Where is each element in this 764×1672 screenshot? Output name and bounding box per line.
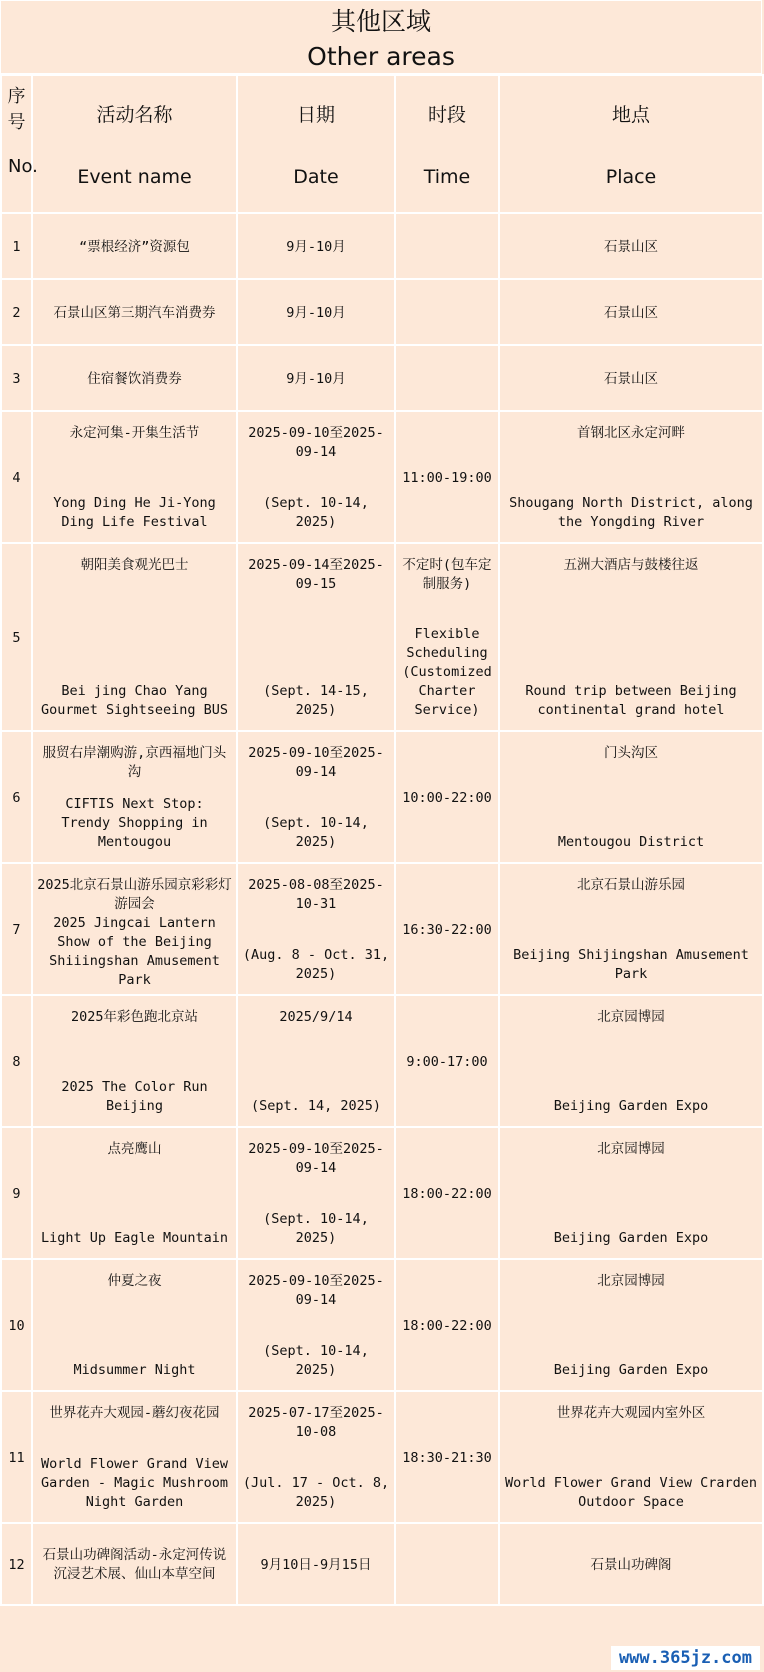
cell-date-en: (Sept. 10-14, 2025)	[263, 1211, 369, 1246]
cell-date-zh: 2025-07-17至2025-10-08	[248, 1405, 384, 1440]
cell-place-zh: 北京园博园	[597, 1009, 665, 1025]
cell-time	[395, 995, 499, 1127]
table-row	[1, 345, 763, 411]
cell-time	[395, 731, 499, 863]
cell-date-zh: 2025-09-10至2025-09-14	[248, 745, 384, 780]
table-row	[1, 279, 763, 345]
cell-no	[1, 345, 32, 411]
cell-no	[1, 995, 32, 1127]
cell-place-en: Beijing Garden Expo	[553, 1098, 709, 1114]
cell-date-en: (Sept. 14, 2025)	[250, 1098, 382, 1114]
cell-time-zh: 11:00-19:00	[402, 469, 492, 486]
cell-place	[499, 345, 763, 411]
cell-event-zh: 住宿餐饮消费券	[87, 370, 182, 387]
cell-date	[237, 1523, 395, 1605]
cell-time	[395, 543, 499, 731]
cell-place	[499, 731, 763, 863]
cell-event-zh: 世界花卉大观园-蘑幻夜花园	[49, 1405, 220, 1421]
cell-time-zh: 18:00-22:00	[402, 1317, 492, 1334]
cell-no: 2	[12, 304, 21, 321]
cell-no	[1, 1259, 32, 1391]
cell-event-zh: 服贸右岸潮购游,京西福地门头沟	[42, 745, 227, 780]
cell-event	[32, 213, 237, 279]
cell-time	[395, 411, 499, 543]
watermark: www.365jz.com	[611, 1646, 760, 1670]
header-no-zh: 序号	[7, 86, 26, 133]
cell-place-zh: 首钢北区永定河畔	[577, 425, 685, 441]
cell-no: 11	[8, 1449, 25, 1466]
header-place	[499, 75, 763, 213]
cell-no: 8	[12, 1053, 21, 1070]
cell-place	[499, 543, 763, 731]
sheet-title-en: Other areas	[307, 42, 455, 71]
cell-event	[32, 863, 237, 995]
cell-time-zh: 9:00-17:00	[406, 1053, 488, 1070]
sheet-title	[0, 0, 762, 74]
header-event	[32, 75, 237, 213]
cell-date	[237, 1127, 395, 1259]
cell-place-zh: 北京园博园	[597, 1273, 665, 1289]
cell-date-zh: 2025-09-10至2025-09-14	[248, 425, 384, 460]
cell-date-zh: 9月-10月	[286, 370, 346, 387]
cell-place-en: Beijing Shijingshan Amusement Park	[513, 947, 749, 982]
cell-no: 7	[12, 921, 21, 938]
header-time-en: Time	[423, 166, 471, 188]
cell-event	[32, 1523, 237, 1605]
cell-place-zh: 世界花卉大观园内室外区	[556, 1405, 706, 1421]
cell-place	[499, 1127, 763, 1259]
cell-no: 3	[12, 370, 21, 387]
cell-time-en: Flexible Scheduling (Customized Charter Service)	[402, 626, 492, 718]
cell-event-zh: 朝阳美食观光巴士	[80, 557, 189, 573]
cell-date-en: (Sept. 10-14, 2025)	[263, 815, 369, 850]
cell-time-zh: 18:30-21:30	[402, 1449, 492, 1466]
cell-place	[499, 1523, 763, 1605]
cell-place	[499, 1259, 763, 1391]
header-date-en: Date	[293, 166, 339, 188]
cell-date-en: (Sept. 10-14, 2025)	[263, 1343, 369, 1378]
table-row	[1, 1391, 763, 1523]
cell-no	[1, 863, 32, 995]
cell-time	[395, 1259, 499, 1391]
cell-date-zh: 9月-10月	[286, 238, 346, 255]
cell-date-en: (Aug. 8 - Oct. 31, 2025)	[242, 947, 390, 982]
cell-date	[237, 213, 395, 279]
cell-place-en: Round trip between Beijing continental grand hotel	[525, 683, 737, 718]
cell-place	[499, 1391, 763, 1523]
cell-place-zh: 石景山区	[604, 238, 658, 255]
cell-place	[499, 863, 763, 995]
cell-date-zh: 2025-08-08至2025-10-31	[248, 877, 384, 912]
cell-event-en: 2025 Jingcai Lantern Show of the Beijing Shiiingshan Amusement Park	[49, 915, 220, 988]
cell-place-zh: 石景山区	[604, 370, 658, 387]
cell-place-zh: 北京石景山游乐园	[577, 877, 685, 893]
cell-event-zh: 石景山区第三期汽车消费券	[53, 304, 216, 321]
header-date	[237, 75, 395, 213]
cell-no: 1	[12, 238, 21, 255]
cell-event-en: Yong Ding He Ji-Yong Ding Life Festival	[53, 495, 216, 530]
cell-event	[32, 995, 237, 1127]
header-no	[1, 75, 38, 213]
cell-time-zh: 18:00-22:00	[402, 1185, 492, 1202]
cell-date-zh: 2025-09-10至2025-09-14	[248, 1273, 384, 1308]
cell-no	[1, 213, 32, 279]
cell-event	[32, 345, 237, 411]
cell-event-en: CIFTIS Next Stop: Trendy Shopping in Mentougou	[61, 796, 208, 850]
cell-event-en: Light Up Eagle Mountain	[41, 1230, 228, 1246]
cell-no: 12	[8, 1556, 25, 1573]
cell-event-zh: 石景山功碑阁活动-永定河传说沉浸艺术展、仙山本草空间	[42, 1547, 227, 1582]
table-row	[1, 543, 763, 731]
cell-date-zh: 2025-09-14至2025-09-15	[248, 557, 384, 592]
cell-time	[395, 213, 499, 279]
cell-event	[32, 411, 237, 543]
cell-date-zh: 2025/9/14	[279, 1009, 353, 1025]
cell-time	[395, 345, 499, 411]
cell-no	[1, 1391, 32, 1523]
cell-event	[32, 279, 237, 345]
cell-event-zh: 永定河集-开集生活节	[69, 425, 200, 441]
cell-no: 6	[12, 789, 21, 806]
cell-date	[237, 863, 395, 995]
cell-place-zh: 北京园博园	[597, 1141, 665, 1157]
header-event-zh: 活动名称	[96, 104, 173, 126]
cell-event-en: Bei jing Chao Yang Gourmet Sightseeing BUS	[41, 683, 228, 718]
cell-no	[1, 1127, 32, 1259]
cell-date	[237, 543, 395, 731]
cell-date	[237, 345, 395, 411]
cell-time-zh: 10:00-22:00	[402, 789, 492, 806]
cell-date-zh: 2025-09-10至2025-09-14	[248, 1141, 384, 1176]
cell-event-en: 2025 The Color Run Beijing	[61, 1079, 208, 1114]
cell-event-zh: 2025北京石景山游乐园京彩彩灯游园会	[37, 877, 232, 912]
header-date-zh: 日期	[296, 104, 335, 126]
cell-event	[32, 543, 237, 731]
cell-place	[499, 279, 763, 345]
cell-no	[1, 411, 32, 543]
header-place-en: Place	[605, 166, 657, 188]
cell-place-zh: 石景山功碑阁	[590, 1556, 672, 1573]
table-row	[1, 1127, 763, 1259]
cell-event-en: World Flower Grand View Garden - Magic Mushroom Night Garden	[41, 1456, 228, 1510]
cell-event-en: Midsummer Night	[73, 1362, 196, 1378]
cell-event	[32, 1391, 237, 1523]
cell-no: 10	[8, 1317, 25, 1334]
cell-event	[32, 731, 237, 863]
cell-date	[237, 1259, 395, 1391]
cell-place-en: Beijing Garden Expo	[553, 1230, 709, 1246]
table-row	[1, 1523, 763, 1605]
cell-event-zh: 仲夏之夜	[107, 1273, 162, 1289]
header-place-zh: 地点	[611, 104, 650, 126]
cell-place-zh: 石景山区	[604, 304, 658, 321]
header-time	[395, 75, 499, 213]
cell-place-en: Shougang North District, along the Yongding River	[509, 495, 753, 530]
cell-date-en: (Sept. 10-14, 2025)	[263, 495, 369, 530]
cell-date	[237, 731, 395, 863]
cell-place	[499, 995, 763, 1127]
cell-no: 4	[12, 469, 21, 486]
header-row	[1, 75, 763, 213]
cell-place-en: Beijing Garden Expo	[553, 1362, 709, 1378]
table-row	[1, 213, 763, 279]
table-row	[1, 863, 763, 995]
cell-date	[237, 1391, 395, 1523]
table-row	[1, 411, 763, 543]
cell-event	[32, 1127, 237, 1259]
cell-time-zh: 16:30-22:00	[402, 921, 492, 938]
cell-place-zh: 五洲大酒店与鼓楼往返	[563, 557, 699, 573]
cell-date	[237, 411, 395, 543]
cell-date-en: (Jul. 17 - Oct. 8, 2025)	[242, 1475, 390, 1510]
cell-place-en: World Flower Grand View Crarden Outdoor Space	[505, 1475, 757, 1510]
cell-time	[395, 1127, 499, 1259]
cell-date-en: (Sept. 14-15, 2025)	[263, 683, 369, 718]
cell-date-zh: 9月-10月	[286, 304, 346, 321]
cell-place-zh: 门头沟区	[604, 745, 658, 761]
sheet-title-zh: 其他区域	[330, 7, 431, 36]
cell-date	[237, 995, 395, 1127]
table-row	[1, 1259, 763, 1391]
cell-time	[395, 1391, 499, 1523]
events-table	[0, 74, 764, 1606]
cell-no: 9	[12, 1185, 21, 1202]
cell-date	[237, 279, 395, 345]
header-time-zh: 时段	[427, 104, 466, 126]
table-row	[1, 995, 763, 1127]
cell-no: 5	[12, 629, 21, 646]
cell-place	[499, 411, 763, 543]
cell-event-zh: 点亮鹰山	[107, 1141, 162, 1157]
cell-time	[395, 863, 499, 995]
cell-event-zh: 2025年彩色跑北京站	[70, 1009, 198, 1025]
table-row	[1, 731, 763, 863]
cell-no	[1, 543, 32, 731]
cell-no	[1, 1523, 32, 1605]
cell-no	[1, 731, 32, 863]
header-no-en: No.	[8, 156, 38, 177]
cell-time	[395, 1523, 499, 1605]
cell-event	[32, 1259, 237, 1391]
cell-no	[1, 279, 32, 345]
cell-time-zh: 不定时(包车定制服务)	[402, 557, 492, 592]
cell-event-zh: “票根经济”资源包	[79, 238, 190, 255]
cell-place-en: Mentougou District	[557, 834, 705, 850]
cell-place	[499, 213, 763, 279]
header-event-en: Event name	[77, 166, 192, 188]
cell-date-zh: 9月10日-9月15日	[260, 1556, 372, 1573]
cell-time	[395, 279, 499, 345]
